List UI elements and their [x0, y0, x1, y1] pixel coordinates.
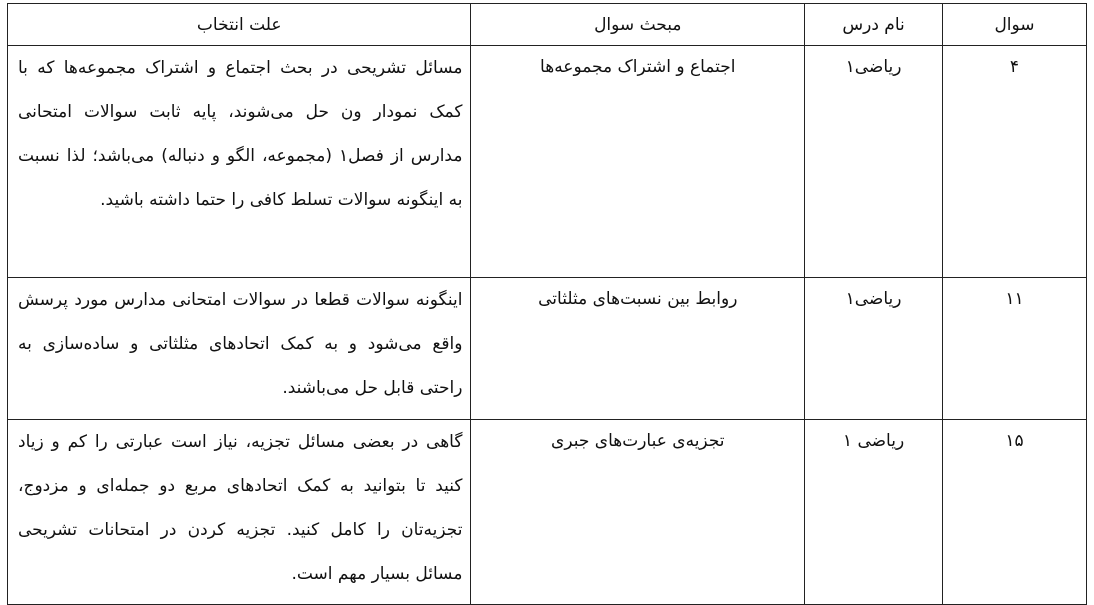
cell-question: ۱۵: [943, 420, 1087, 605]
table-row: [8, 420, 1087, 605]
cell-reason: اینگونه سوالات قطعا در سوالات امتحانی مدارس مورد پرسش واقع می‌شود و به کمک اتحادهای مثلثاتی و ساده‌سازی به راحتی قابل حل می‌باشند.: [8, 278, 471, 420]
question-table: [7, 3, 1087, 605]
cell-course: ریاضی ۱: [805, 420, 943, 605]
table-header-row: [8, 4, 1087, 46]
table-row: [8, 278, 1087, 420]
cell-question: ۴: [943, 46, 1087, 278]
header-course: نام درس: [805, 4, 943, 46]
cell-reason: مسائل تشریحی در بحث اجتماع و اشتراک مجموعه‌ها که با کمک نمودار ون حل می‌شوند، پایه ثابت سوالات امتحانی مدارس از فصل۱ (مجموعه، الگو و دنباله) می‌باشد؛ لذا نسبت به اینگونه سوالات تسلط کافی را حتما داشته باشید.: [8, 46, 471, 278]
header-topic: مبحث سوال: [471, 4, 805, 46]
header-reason: علت انتخاب: [8, 4, 471, 46]
cell-question: ۱۱: [943, 278, 1087, 420]
table-row: [8, 46, 1087, 278]
cell-course: ریاضی۱: [805, 46, 943, 278]
cell-course: ریاضی۱: [805, 278, 943, 420]
cell-topic: تجزیه‌ی عبارت‌های جبری: [471, 420, 805, 605]
header-question: سوال: [943, 4, 1087, 46]
cell-topic: اجتماع و اشتراک مجموعه‌ها: [471, 46, 805, 278]
cell-reason: گاهی در بعضی مسائل تجزیه، نیاز است عبارتی را کم و زیاد کنید تا بتوانید به کمک اتحادهای مربع دو جمله‌ای و مزدوج، تجزیه‌تان را کامل کنید. تجزیه کردن در امتحانات تشریحی مسائل بسیار مهم است.: [8, 420, 471, 605]
cell-topic: روابط بین نسبت‌های مثلثاتی: [471, 278, 805, 420]
